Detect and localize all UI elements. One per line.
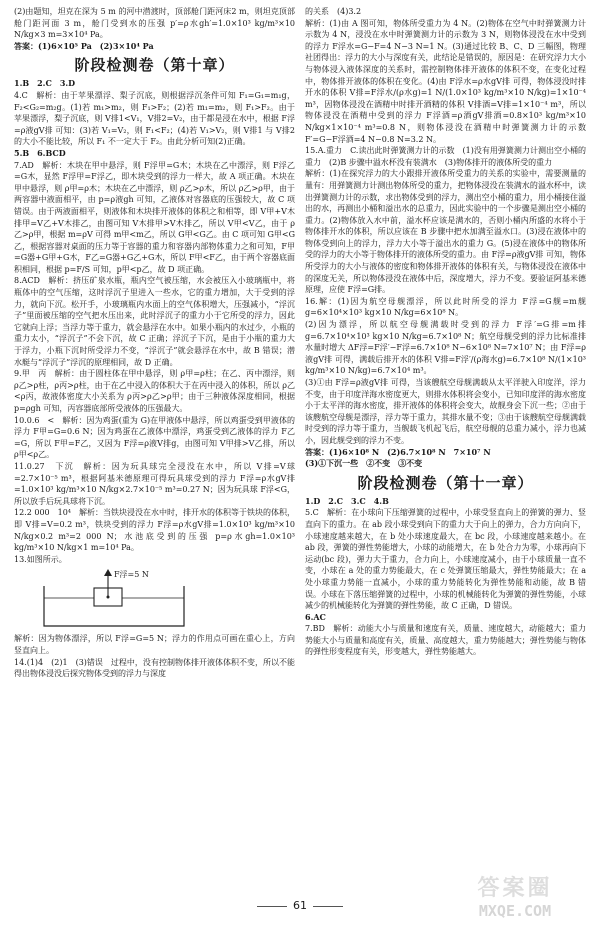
answer-text: 1.D 2.C 3.C 4.B: [305, 495, 389, 506]
answer-text: 5.B 6.BCD: [14, 147, 66, 158]
answer-text: (3)①下沉一些 ②不变 ③不变: [305, 458, 423, 469]
force-label: F浮=5 N: [114, 570, 149, 580]
section-title: 阶段检测卷（第十一章）: [357, 473, 534, 492]
answer-text: 9.甲 丙 解析：由于圆柱体在甲中悬浮，则 ρ甲=ρ柱；在乙、丙中漂浮，则 ρ乙>ρ柱，ρ丙>ρ柱，由于在乙中浸入的体积大于在丙中浸入的体积，所以 ρ乙<ρ丙，故液体密度大小关系为 ρ丙>ρ乙>ρ甲；由于三种液体深度相同，根据 p=ρgh 可知，丙容器底部所受液体的压强最大。: [14, 369, 295, 413]
answer-text: 11.0.27 下沉 解析：因为玩具球完全浸没在水中，所以 V排=V球=2.7×10⁻⁵ m³，根据阿基米德原理可得玩具球受到的浮力 F浮=ρ水gV排=1.0×10³ kg/m³×10 N/kg×2.7×10⁻⁵ m³=0.27 N；因为玩具球 F浮<G，所以放手后玩具球将下沉。: [14, 461, 295, 506]
answer-text: 14.(1)4 (2)1 (3)错误 过程中，没有控制物体排开液体体积不变，所以不能得出物体浸没后探究物体受到的浮力与深度: [14, 657, 295, 679]
answer-text: 4.C 解析：由于苹果漂浮、梨子沉底，则根据浮沉条件可知 F₁=G₁=m₁g，F₂<G₂=m₂g。(1)若 m₁>m₂，则 F₁>F₂；(2)若 m₁=m₂，则 F₁>F₂。由于苹果漂浮，梨子沉底，则 V排1<V₁，V排2=V₂，由于都是浸在水中，根据 F浮=ρ液gV排 可知：(3)若 V₁=V₂，则 F₁<F₂；(4)若 V₁>V₂，则 V排1 与 V排2 的大小不能比较，所以 F₁ 不一定大于 F₂。由此分析可知(2)正确。: [14, 90, 295, 147]
answer-text: 12.2 000 10⁴ 解析：当铁块浸没在水中时，排开水的体积等于铁块的体积，即 V排=V=0.2 m³，铁块受到的浮力 F浮=ρ水gV排=1.0×10³ kg/m³×10 N/kg×0.2 m³=2 000 N；水池底受到的压强 p=ρ水gh=1.0×10³ kg/m³×10 N/kg×1 m=10⁴ Pa。: [14, 508, 295, 553]
answer-text: 解析：因为物体漂浮，所以 F浮=G=5 N；浮力的作用点可画在重心上，方向竖直向上。: [14, 634, 295, 655]
answer-text: (3)①由 F浮=ρ液gV排 可得，当该艘航空母舰满载从太平洋驶入印度洋，浮力不变，由于印度洋海水密度更大，则排水体积将会变小，已知印度洋的海水密度小于太平洋的海水密度，排开液体的体积将会变大，故舰身会下沉一些；②由于该艘航空母舰是漂浮，浮力等于重力，其排水量不变；③由于该艘航空母舰满载时受到的浮力等于重力，当舰载飞机起飞后，航空母舰的总重力减小，浮力也减小，因此舰受到的浮力不变。: [305, 378, 586, 445]
answer-text: 的关系 (4)3.2: [305, 7, 362, 16]
text-columns: [14, 6, 586, 878]
answer-text: 答案：(1)6×10⁸ N (2)6.7×10⁸ N 7×10⁷ N: [305, 446, 491, 457]
answer-text: 解析：(1)由 A 图可知，物体所受重力为 4 N。(2)物体在空气中时弹簧测力计示数为 4 N，浸没在水中时弹簧测力计的示数为 3 N，则物体浸没在水中受到的浮力 F浮水=G−F=4 N−3 N=1 N。(3)通过比较 B、C、D 三幅图，物理社团得出：浮力的大小与深度有关，此结论是错误的，原因是：在研究浮力大小与物体浸入液体深度的关系时，需控制物体排开液体的体积不变，在变化过程中，物体排开液体的体积在变化。(4)由 F浮水=ρ水gV排 可得，物体浸没时排开水的体积 V排=F浮水/(ρ水g)=1 N/(1.0×10³ kg/m³×10 N/kg)=1×10⁻⁴ m³，因物体浸没在酒精中时排开酒精的体积 V排酒=V排=1×10⁻⁴ m³，所以物体浸没在酒精中受到的浮力 F浮酒=ρ酒gV排酒=0.8×10³ kg/m³×10 N/kg×1×10⁻⁴ m³=0.8 N，则物体浸没在酒精中时弹簧测力计的示数 F′=G−F浮酒=4 N−0.8 N=3.2 N。: [305, 18, 586, 144]
answer-text: 8.ACD 解析：挤压矿泉水瓶，瓶内空气被压缩，水会被压入小玻璃瓶中，将瓶体中的空气压缩，这时浮沉子里进入一些水，它的重力增加，大于受到的浮力，就向下沉。松开手，小玻璃瓶内水面上的空气体积增大，压强减小，“浮沉子”里面被压缩的空气把水压出来，此时浮沉子的重力小于它所受的浮力，因此它就向上浮；当浮力等于重力，就会悬浮在水中。如果小瓶内的水过少，小瓶的重力太小，“浮沉子”不会下沉，故 C 正确；浮沉子下沉，是由于小瓶的重力大于浮力，小瓶下沉时所受浮力不变，“浮沉子”就会悬浮在水中，故 B 错误；潜水艇与“浮沉子”浮沉的原理相同，故 D 正确。: [14, 276, 295, 367]
answer-text: 5.C 解析：在小球向下压缩弹簧的过程中，小球受竖直向上的弹簧的弹力、竖直向下的重力。在 ab 段小球受到向下的重力大于向上的弹力，合力方向向下，小球速度越来越大，在 b 处小球速度最大，在 bc 段，小球速度越来越小。在 ab 段，弹簧的弹性势能增大，小球的动能增大，在 b 处合力为零，小球再向下运动(bc 段)，弹力大于重力，合力向上，小球速度减小，由于小球质量一直不变，小球在 a 处的重力势能最大，在 c 处弹簧压缩最大，弹性势能最大；在 a 处小球重力势能一直减小，小球的重力势能转化为弹性势能和动能，故 B 错误。小球在下落压缩弹簧的过程中，小球的机械能转化为弹簧的弹性势能，小球减少的机械能转化为弹簧的弹性势能，故 C 正确，D 错误。: [305, 508, 586, 611]
page-number: 61: [293, 899, 307, 912]
answer-text: 10.0.6 < 解析：因为鸡蛋(重为 G)在甲液体中悬浮，所以鸡蛋受到甲液体的浮力 F甲=G=0.6 N；因为鸡蛋在乙液体中漂浮，鸡蛋受到乙液体的浮力 F乙=G，所以 F甲=F乙，又因为 F浮=ρ液V排g，由图可知 V甲排>V乙排，所以 ρ甲<ρ乙。: [14, 415, 295, 460]
answer-text: (2)因为漂浮，所以航空母舰满载时受到的浮力 F浮′=G排=m排g=6.7×10⁴×10³ kg×10 N/kg=6.7×10⁸ N；航空母舰受到的浮力比标准排水量时增大 ΔF浮=F浮′−F浮=6.7×10⁸ N−6×10⁸ N=7×10⁷ N；由 F浮=ρ液gV排 可得，满载后排开水的体积 V排=F浮′/(ρ海水g)=6.7×10⁸ N/(1×10³ kg/m³×10 N/kg)=6.7×10⁴ m³。: [305, 320, 586, 376]
answer-text: 1.B 2.C 3.D: [14, 78, 76, 89]
section-title: 阶段检测卷（第十章）: [74, 56, 235, 75]
answer-text: 13.如图所示。: [14, 554, 67, 564]
answer-text: 7.AD 解析：木块在甲中悬浮，则 F浮甲=G木；木块在乙中漂浮，则 F浮乙=G木，显然 F浮甲=F浮乙，即木块受到的浮力一样大，故 A 项正确。木块在甲中悬浮，则 ρ甲=ρ木；木块在乙中漂浮，则 ρ乙>ρ木，所以 ρ乙>ρ甲，由于两容器中液面相平，由 p=ρ液gh 可知，乙液体对容器底的压强较大，故 C 项错误。由于两液面相平，则液体和木块排开液体的体积之和相等，即 V甲+V木排甲=V乙+V木排乙，由图可知 V木排甲>V木排乙，所以 V甲<V乙，由于 ρ乙>ρ甲，根据 m=ρV 可得 m甲<m乙，所以 G甲<G乙。由 C 项可知 G甲<G乙，根据容器对桌面的压力等于容器的重力和容器内部物体重力之和可知，F甲=G器+G甲+G木，F乙=G器+G乙+G木，所以 F甲<F乙，由于两个容器底面积相同，根据 p=F/S 可知，p甲<p乙，故 D 项正确。: [14, 160, 295, 274]
buoyancy-figure: [34, 568, 194, 630]
watermark-url: MXQE.COM: [478, 902, 552, 920]
answer-text: 答案：(1)6×10⁵ Pa (2)3×10⁴ Pa: [14, 40, 154, 51]
answer-text: 16.解：(1)因为航空母舰漂浮，所以此时所受的浮力 F浮=G舰=m舰g=6×10⁴×10³ kg×10 N/kg=6×10⁸ N。: [305, 296, 586, 318]
answer-text: 解析：(1)在探究浮力的大小跟排开液体所受重力的关系的实验中，需要测量的量有：用弹簧测力计测出物体所受的重力，把物体浸没在装满水的溢水杯中，读出弹簧测力计的示数，求出物体受到的浮力，测出空小桶的重力，用小桶接住溢出的水，再测出小桶和溢出水的总重力，因此实验中的一个步骤是测出空小桶的重力。(2)物体放入水中前，溢水杯应该是满水的，否则小桶内所盛的水将小于物体排开水的体积，所以应该在 B 步骤中把水加满至溢水口。(3)浸在液体中的物体受到向上的浮力，浮力大小等于溢出水的重力 G。(5)浸在液体中的物体所受的浮力的大小等于物体排开的液体所受的重力。由 F浮=ρ液gV排 可知，物体所受浮力的大小与液体的密度和物体排开液体的体积有关，与物体浸没在液体中的深度无关，所以物体浸没在液体中后，深度增大，浮力不变。要验证阿基米德原理，应使 F浮=G排。: [305, 169, 586, 295]
watermark-logo: [440, 876, 590, 922]
answer-text: 7.BD 解析：动能大小与质量和速度有关，质量、速度越大，动能越大；重力势能大小与质量和高度有关，质量、高度越大，重力势能越大；弹性势能与物体的弹性形变程度有关，形变越大，弹性势能越大。: [305, 624, 586, 657]
watermark-title: 答案圈: [477, 876, 553, 901]
answer-text: 6.AC: [305, 611, 326, 622]
answer-text: 15.A.重力 C.读出此时弹簧测力计的示数 (1)没有用弹簧测力计测出空小桶的重力 (2)B 步骤中溢水杯没有装满水 (3)物体排开的液体所受的重力: [305, 146, 586, 167]
right-column: [305, 6, 586, 878]
answer-text: (2)由题知，坦克在深为 5 m 的河中潜渡时，顶部舱门距河床2 m，则坦克顶部舱门距河面 3 m，舱门受到水的压强 p′=ρ水gh′=1.0×10³ kg/m³×10 N/kg×3 m=3×10⁴ Pa。: [14, 7, 295, 40]
left-column: [14, 6, 295, 878]
